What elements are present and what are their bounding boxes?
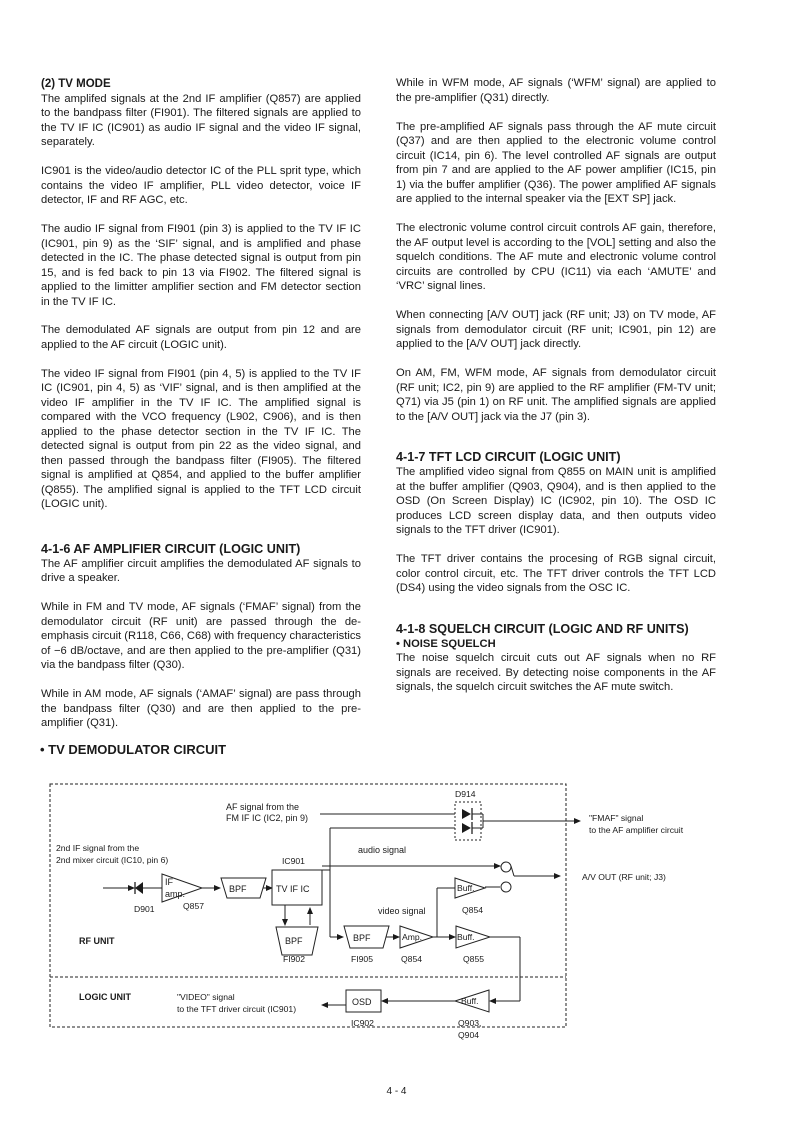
fi905-label: FI905 (351, 954, 373, 964)
tft-lcd-heading: 4-1-7 TFT LCD CIRCUIT (LOGIC UNIT) (396, 450, 621, 464)
if-amp-label-1: IF (165, 877, 173, 887)
q904-label: Q904 (458, 1030, 480, 1040)
if-from-mixer-label-2: 2nd mixer circuit (IC10, pin 6) (56, 855, 169, 865)
af-from-fm-label-1: AF signal from the (226, 802, 300, 812)
d914-dashed-box (455, 802, 481, 840)
d914-diode-2 (462, 823, 471, 833)
video-signal-label: video signal (378, 906, 426, 916)
af-paragraph-3: While in AM mode, AF signals (‘AMAF’ signal) are pass through the bandpass filter (Q30) and are then applied to the pre-amplifier (Q31). (41, 688, 361, 729)
af-paragraph-6: The electronic volume control circuit controls AF gain, therefore, the AF output level is according to the [VOL] setting and also the squelch conditions. The AF mute and electronic volume control circuits are controlled by CPU (IC11) via each ‘AMUTE’ and ‘VRC’ signal lines. (396, 222, 716, 292)
d901-diode (135, 882, 143, 894)
osd-label: OSD (352, 997, 372, 1007)
q855-label: Q855 (463, 954, 485, 964)
fi902-label: FI902 (283, 954, 305, 964)
af-paragraph-2: While in FM and TV mode, AF signals (‘FMAF’ signal) from the demodulator circuit (RF unit) are passed through the de-emphasis circuit (R118, C66, C68) with frequency characteristics of −6 dB/octave, and are then applied to the pre-amplifier (Q31) via the bandpass filter (Q30). (41, 601, 362, 671)
if-amp-label-2: amp. (165, 889, 186, 899)
ic902-label: IC902 (351, 1018, 374, 1028)
q903-label: Q903, (458, 1018, 482, 1028)
buff-2-label: Buff. (457, 932, 475, 942)
buff-1-label: Buff. (457, 883, 475, 893)
q854-top-label: Q854 (462, 905, 484, 915)
fmaf-label-2: to the AF amplifier circuit (589, 825, 684, 835)
af-paragraph-5: The pre-amplified AF signals pass through the AF mute circuit (Q37) and are then applied to the electronic volume control circuit (IC14, pin 6). The level controlled AF signals are output from pin 7 and are applied to the AF power amplifier (IC15, pin 1) via the buffer amplifier (Q36). The power amplified AF signals are applied to the internal speaker via the [EXT SP] jack. (396, 120, 716, 205)
squelch-paragraph-1: The noise squelch circuit cuts out AF signals when no RF signals are received. By detecting noise components in the AF signals, the squelch circuit switches the AF mute switch. (396, 652, 716, 693)
noise-squelch-subheading: • NOISE SQUELCH (396, 637, 496, 650)
q857-label: Q857 (183, 901, 205, 911)
d914-diode-1 (462, 809, 471, 819)
ic901-label: IC901 (282, 856, 305, 866)
tv-if-ic-label: TV IF IC (276, 884, 310, 894)
tv-mode-paragraph-3: The audio IF signal from FI901 (pin 3) is applied to the TV IF IC (IC901, pin 9) as the ‘SIF’ signal, and is amplified and phase detected in the IC. The phase detected signal is output from pin 15, and is fed back to pin 13 via FI902. The filtered signal is applied to the limitter amplifier section and FM detector section in the TV IF IC. (41, 223, 361, 308)
tv-mode-paragraph-4: The demodulated AF signals are output from pin 12 and are applied to the AF circuit (LOGIC unit). (41, 324, 361, 351)
video-label-1: "VIDEO" signal (177, 992, 235, 1002)
d901-label: D901 (134, 904, 155, 914)
tft-paragraph-2: The TFT driver contains the procesing of RGB signal circuit, color control circuit, etc. The TFT driver controls the TFT LCD (DS4) using the video signals from the OSC IC. (396, 553, 716, 594)
fmaf-label-1: "FMAF" signal (589, 813, 644, 823)
tv-mode-paragraph-1: The amplifed signals at the 2nd IF amplifier (Q857) are applied to the bandpass filter (FI901). The filtered signals are applied to the TV IF IC (IC901) as audio IF signal and the video IF signal, separately. (41, 92, 361, 148)
tv-mode-heading: (2) TV MODE (41, 78, 111, 90)
af-paragraph-4: While in WFM mode, AF signals (‘WFM’ signal) are applied to the pre-amplifier (Q31) directly. (396, 77, 716, 104)
q854-bottom-label: Q854 (401, 954, 423, 964)
rf-unit-label: RF UNIT (79, 936, 115, 946)
audio-signal-label: audio signal (358, 845, 407, 855)
bpf-2-label: BPF (285, 936, 303, 946)
af-from-fm-label-2: FM IF IC (IC2, pin 9) (226, 813, 309, 823)
af-paragraph-1: The AF amplifier circuit amplifies the demodulated AF signals to drive a speaker. (41, 557, 361, 584)
logic-unit-label: LOGIC UNIT (79, 992, 131, 1002)
tft-paragraph-1: The amplified video signal from Q855 on MAIN unit is amplified at the buffer amplifier (Q903, Q904), and is then applied to the OSD (On Screen Display) IC (IC902, pin 10). The OSD IC produces LCD screen display data, and then outputs video signals to the TFT driver (IC901). (396, 466, 716, 536)
amp-label: Amp. (402, 932, 423, 942)
tv-mode-paragraph-2: IC901 is the video/audio detector IC of the PLL sprit type, which contains the video IF amplifier, PLL video detector, voice IF detector, IF and RF AGC, etc. (41, 165, 361, 206)
tv-mode-paragraph-5: The video IF signal from FI901 (pin 4, 5) is applied to the TV IF IC (IC901, pin 4, 5) as ‘VIF’ signal, and is then amplified at the video IF amplifier in the TV IF IC. The amplified signal is compared with the VCO frequency (L902, C906), and is then applied to the phase detector section in the TV IF IC. The detected signal is output from pin 22 as the video signal, and then passed through the bandpass filter (FI905). The filtered signal is amplified at Q854, and applied to the buffer amplifier (Q855). The amplified signal is applied to the TFT LCD circuit (LOGIC unit). (41, 367, 361, 510)
buff-3-label: Buff. (461, 996, 479, 1006)
video-label-2: to the TFT driver circuit (IC901) (177, 1004, 297, 1014)
af-paragraph-7: When connecting [A/V OUT] jack (RF unit; J3) on TV mode, AF signals from demodulator circuit (RF unit; IC901, pin 12) are applied to the [A/V OUT] jack directly. (396, 309, 716, 350)
af-paragraph-8: On AM, FM, WFM mode, AF signals from demodulator circuit (RF unit; IC2, pin 9) are applied to the RF amplifier (FM-TV unit; Q71) via J5 (pin 1) on RF unit. The amplified signals are applied to the [A/V OUT] jack via the J7 (pin 3). (396, 367, 716, 423)
bpf-3-label: BPF (353, 933, 371, 943)
d914-label: D914 (455, 789, 476, 799)
bpf-1-label: BPF (229, 884, 247, 894)
av-out-label: A/V OUT (RF unit; J3) (582, 872, 666, 882)
if-from-mixer-label-1: 2nd IF signal from the (56, 843, 140, 853)
af-amplifier-heading: 4-1-6 AF AMPLIFIER CIRCUIT (LOGIC UNIT) (41, 541, 301, 556)
page-number: 4 - 4 (386, 1086, 407, 1097)
squelch-heading: 4-1-8 SQUELCH CIRCUIT (LOGIC AND RF UNITS) (396, 621, 689, 636)
diagram-title: • TV DEMODULATOR CIRCUIT (40, 742, 227, 757)
